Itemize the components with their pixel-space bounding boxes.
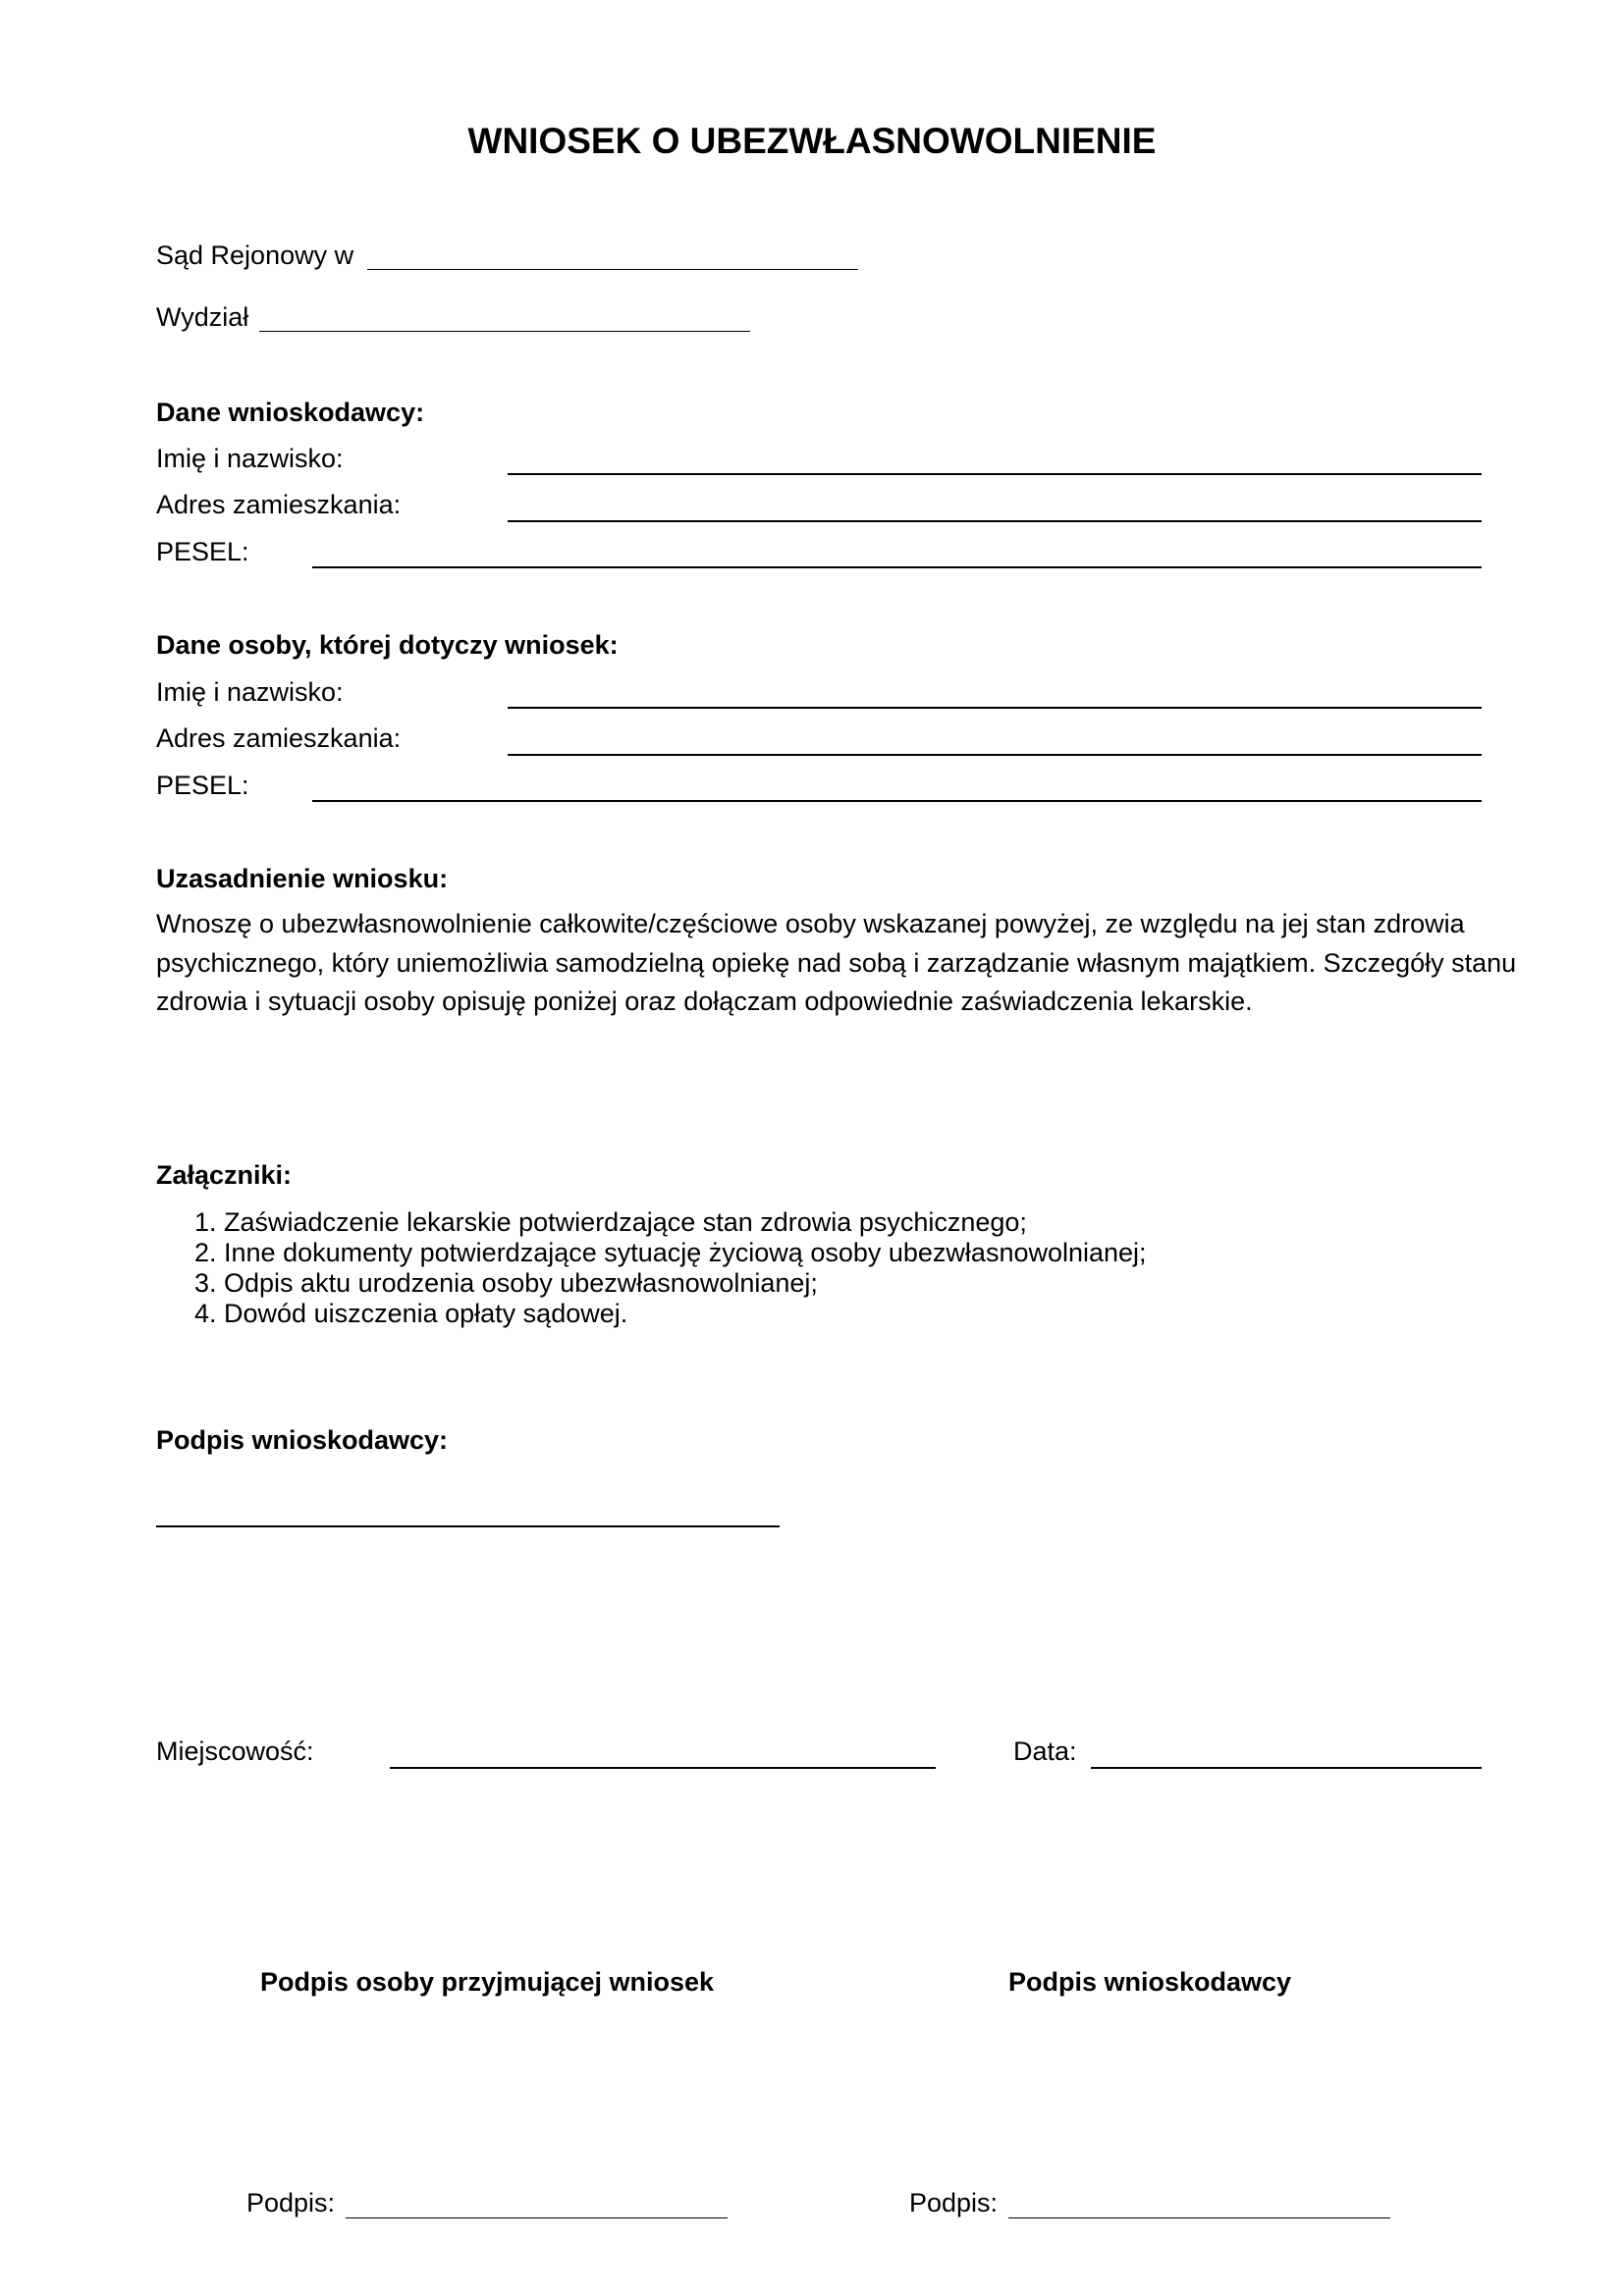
place-label: Miejscowość: — [156, 1736, 314, 1766]
subject-name-field[interactable] — [508, 707, 1482, 709]
justification-text: Wnoszę o ubezwłasnowolnienie całkowite/częściowe osoby wskazanej powyżej, ze względu na jej stan zdrowia psychicznego, który uniemożliwia samodzielną opiekę nad sobą i zarządzanie własnym majątkiem. Szczegóły stanu zdrowia i sytuacji osoby opisuję poniżej oraz dołączam odpowiednie zaświadczenia lekarskie. — [156, 909, 1517, 1016]
subject-name-label: Imię i nazwisko: — [156, 677, 344, 707]
list-item: 4. Dowód uiszczenia opłaty sądowej. — [194, 1299, 628, 1328]
applicant-signature-field[interactable] — [156, 1525, 780, 1527]
applicant-address-field[interactable] — [508, 520, 1482, 522]
receiver-signature-heading: Podpis osoby przyjmującej wniosek — [259, 1967, 715, 1997]
applicant-name-label: Imię i nazwisko: — [156, 444, 344, 473]
applicant-sign-field[interactable] — [1008, 2217, 1390, 2218]
list-item: 3. Odpis aktu urodzenia osoby ubezwłasnowolnianej; — [194, 1268, 818, 1298]
applicant-pesel-label: PESEL: — [156, 537, 249, 566]
date-label: Data: — [1013, 1736, 1077, 1766]
subject-address-field[interactable] — [508, 754, 1482, 756]
applicant-name-field[interactable] — [508, 473, 1482, 475]
applicant-signature-heading: Podpis wnioskodawcy: — [156, 1425, 449, 1455]
list-item: 1. Zaświadczenie lekarskie potwierdzające stan zdrowia psychicznego; — [194, 1207, 1027, 1237]
subject-pesel-field[interactable] — [312, 800, 1482, 802]
attachments-heading: Załączniki: — [156, 1160, 293, 1190]
place-field[interactable] — [390, 1767, 936, 1769]
receiver-sign-label: Podpis: — [246, 2188, 336, 2217]
attachments-list — [194, 1207, 1147, 1329]
document-title: WNIOSEK O UBEZWŁASNOWOLNIENIE — [467, 121, 1157, 161]
applicant-sign-label: Podpis: — [909, 2188, 999, 2217]
applicant-address-label: Adres zamieszkania: — [156, 490, 402, 519]
applicant-pesel-field[interactable] — [312, 566, 1482, 568]
list-item: 2. Inne dokumenty potwierdzające sytuację życiową osoby ubezwłasnowolnianej; — [194, 1238, 1147, 1267]
division-field[interactable] — [259, 331, 750, 332]
date-field[interactable] — [1091, 1767, 1482, 1769]
receiver-sign-field[interactable] — [346, 2217, 728, 2218]
justification-heading: Uzasadnienie wniosku: — [156, 864, 449, 893]
applicant-heading: Dane wnioskodawcy: — [156, 398, 425, 427]
court-label: Sąd Rejonowy w — [156, 240, 354, 270]
subject-heading: Dane osoby, której dotyczy wniosek: — [156, 630, 619, 660]
division-label: Wydział — [156, 302, 249, 332]
subject-pesel-label: PESEL: — [156, 771, 249, 800]
applicant-signature-footer-heading: Podpis wnioskodawcy — [1007, 1967, 1292, 1997]
subject-address-label: Adres zamieszkania: — [156, 723, 402, 753]
court-field[interactable] — [367, 269, 858, 270]
